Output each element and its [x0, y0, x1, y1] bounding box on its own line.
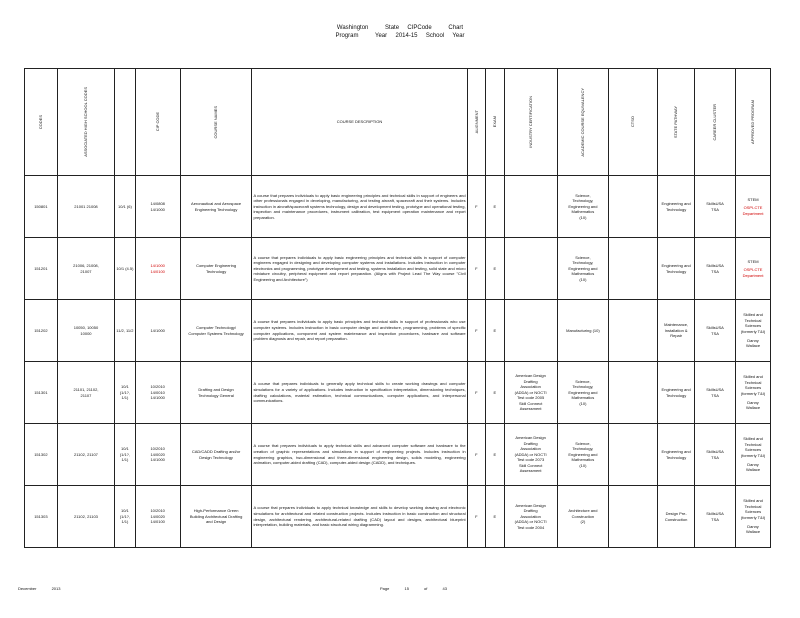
row-code: 151201 [25, 238, 58, 300]
row-alignment: F [467, 176, 485, 238]
row-cluster: SkillsUSA TSA [695, 424, 736, 486]
row-course-name: Aeronautical and Aerospace Engineering Technology [180, 176, 252, 238]
row-academic: Science, Technology, Engineering and Mathematics (10) [557, 238, 608, 300]
row-hs-codes: 21006, 21008, 21007 [57, 238, 114, 300]
row-cluster: SkillsUSA TSA [695, 176, 736, 238]
row-course-name: High-Performance Green Building Architectural Drafting and Design [180, 486, 252, 548]
page-number: 15 [404, 586, 409, 591]
approved-program-a: Skilled and Technical Sciences (formerly T&I) [740, 436, 766, 458]
row-description: A course that prepares individuals to apply basic engineering principles and technical skills in support of engineers and other professionals engaged in developing, manufacturing, and testing aircraft, spacecraft and their systems. Includes instruction in aircraft/spacecraft systems technology, design and development testing, prototype and operational testing, inspection and maintenance procedures, instrument calibration, test equipment operation maintenance and report preparation. [252, 176, 467, 238]
header-career-cluster: CAREER CLUSTER [695, 69, 736, 176]
row-certification [504, 300, 557, 362]
row-approved [736, 486, 771, 548]
row-grade: 10/1 (6) [115, 176, 135, 238]
header-blank [115, 69, 135, 176]
row-alignment: F [467, 424, 485, 486]
row-code: 150801 [25, 176, 58, 238]
row-description: A course that prepares individuals to apply basic engineering principles and technical skills in support of computer engineers engaged in designing and developing computer systems and installations. Includes instruction in computer electronics and programming, prototype development and testing, systems installation and testing, solid state and micro miniature circuitry, peripheral equipment and report preparation. (Aligns with Project Lead The Way course "Civil Engineering and Architecture") [252, 238, 467, 300]
page-of: of [424, 586, 428, 591]
row-hs-codes: 21001 21008 [57, 176, 114, 238]
row-description: A course that prepares individuals to apply basic principles and technical skills in support of professionals who use computer systems. Includes instruction in basic computer design and architecture, programming, problems of specific computer applications, component and system maintenance and inspection procedures, hardware and software problem diagnosis and repair, and report preparation. [252, 300, 467, 362]
table-row [25, 424, 771, 486]
header-row [25, 69, 771, 176]
row-certification: American Design Drafting Association (ADDA) or NOCTI Test code 2004 [504, 486, 557, 548]
header-industry-certification: INDUSTRY CERTIFICATION [504, 69, 557, 176]
row-ctso [609, 362, 658, 424]
row-hs-codes: 10050, 10050 10000 [57, 300, 114, 362]
row-course-name: Computer Technology/ Computer Systems Technology [180, 300, 252, 362]
header-academic-equivalency: ACADEMIC COURSE EQUIVALENCY [557, 69, 608, 176]
page-total: 43 [442, 586, 447, 591]
row-approved [736, 424, 771, 486]
header-approved-program: APPROVED PROGRAM [736, 69, 771, 176]
row-pathway: Engineering and Technology [658, 424, 695, 486]
footer-date [18, 586, 74, 591]
row-academic: Science, Technology, Engineering and Mathematics (10) [557, 424, 608, 486]
header-alignment: ALIGNMENT [467, 69, 485, 176]
row-certification: American Design Drafting Association (ADDA) or NOCTI Test code 2073 Skill Connect Assessment [504, 424, 557, 486]
row-approved [736, 238, 771, 300]
row-approved [736, 176, 771, 238]
row-pathway: Engineering and Technology [658, 176, 695, 238]
row-course-name: Drafting and Design Technology General [180, 362, 252, 424]
row-cip: 10/2010 14/0020 14/0100 [135, 486, 180, 548]
row-ctso [609, 424, 658, 486]
row-exam: E [486, 486, 504, 548]
header-state-pathway: STATE PATHWAY [658, 69, 695, 176]
header-ctso: CTSO [609, 69, 658, 176]
header-course-description: COURSE DESCRIPTION [252, 69, 467, 176]
row-grade: 10/1 (1/1?, 1/1) [115, 424, 135, 486]
table-row [25, 362, 771, 424]
row-ctso [609, 176, 658, 238]
row-hs-codes: 21101, 21102, 21107 [57, 362, 114, 424]
row-cip: 14/1000 14/0100 [135, 238, 180, 300]
row-alignment: F [467, 486, 485, 548]
row-ctso [609, 300, 658, 362]
approved-program-b: OSPI-CTE Department [742, 267, 764, 278]
row-course-name: Computer Engineering Technology [180, 238, 252, 300]
row-description: A course that prepares individuals to apply technical skills and advanced computer software and hardware to the creation of graphic representations and simulations in support of engineering projects. Includes instruction in engineering graphics, two-dimensional and three-dimensional engineering design, solids modeling, engineering animation, computer-aided drafting (CAD), computer-aided design (CADD), and techniques. [252, 424, 467, 486]
row-grade: 11/2, 11/2 [115, 300, 135, 362]
approved-program-b: Danny Wallace [745, 337, 761, 349]
row-hs-codes: 21102, 21107 [57, 424, 114, 486]
row-academic: Manufacturing (10) [557, 300, 608, 362]
row-hs-codes: 21102, 21103 [57, 486, 114, 548]
row-pathway: Design Pre- Construction [658, 486, 695, 548]
footer-page [380, 586, 461, 591]
row-cluster: SkillsUSA TSA [695, 362, 736, 424]
row-certification: American Design Drafting Association (ADDA) or NOCTI Test code 2005 Skill Connect Assessment [504, 362, 557, 424]
approved-program-a: Skilled and Technical Sciences (formerly T&I) [740, 374, 766, 396]
approved-program-b: Danny Wallace [745, 399, 761, 411]
approved-program-a: Skilled and Technical Sciences (formerly T&I) [740, 312, 766, 334]
row-cip: 10/2010 14/0020 14/1000 [135, 424, 180, 486]
cip-code-table [24, 68, 771, 548]
row-grade: 10/1 (1/1?, 1/1) [115, 486, 135, 548]
row-approved [736, 362, 771, 424]
row-cluster: SkillsUSA TSA [695, 238, 736, 300]
row-cip: 10/2010 14/0010 14/1000 [135, 362, 180, 424]
approved-program-b: Danny Wallace [745, 461, 761, 473]
row-code: 151202 [25, 300, 58, 362]
document-title [0, 24, 800, 40]
title-line-2: Program Year 2014-15 School Year [335, 33, 465, 39]
row-approved [736, 300, 771, 362]
row-certification [504, 238, 557, 300]
row-cip: 14/1000 [135, 300, 180, 362]
footer-month: December [18, 586, 37, 591]
row-pathway: Engineering and Technology [658, 362, 695, 424]
row-exam: E [486, 300, 504, 362]
row-exam: E [486, 238, 504, 300]
row-alignment: F [467, 362, 485, 424]
header-codes: CODES [25, 69, 58, 176]
row-description: A course that prepares individuals to generally apply technical skills to create working drawings and computer simulations for a variety of applications. Includes instruction in specification interpretation, dimensioning techniques, drafting calculations, material estimation, technical communications, computer applications, and interpersonal communications. [252, 362, 467, 424]
row-course-name: CAD/CADD Drafting and/or Design Technology [180, 424, 252, 486]
row-certification [504, 176, 557, 238]
row-grade: 10/1 (4.5) [115, 238, 135, 300]
row-ctso [609, 486, 658, 548]
table-row [25, 300, 771, 362]
title-line-1: Washington State CIPCode Chart [336, 25, 464, 31]
row-cluster: SkillsUSA TSA [695, 486, 736, 548]
header-hs-codes: ASSOCIATED HIGH SCHOOL CODES [57, 69, 114, 176]
row-pathway: Engineering and Technology [658, 238, 695, 300]
row-cluster: SkillsUSA TSA [695, 300, 736, 362]
row-grade: 10/1 (1/1?, 1/1) [115, 362, 135, 424]
table-row [25, 176, 771, 238]
row-alignment: F [467, 300, 485, 362]
row-alignment: F [467, 238, 485, 300]
approved-program-a: STEM [747, 258, 759, 264]
header-cip-code: CIP CODE [135, 69, 180, 176]
page-label: Page [380, 586, 390, 591]
row-code: 151302 [25, 424, 58, 486]
row-code: 151303 [25, 486, 58, 548]
header-course-names: COURSE NAMES [180, 69, 252, 176]
header-exam: EXAM [486, 69, 504, 176]
approved-program-b: OSPI-CTE Department [742, 205, 764, 216]
table-row [25, 238, 771, 300]
approved-program-b: Danny Wallace [745, 523, 761, 535]
table-row [25, 486, 771, 548]
row-exam: E [486, 362, 504, 424]
row-academic: Science, Technology, Engineering and Mathematics (10) [557, 362, 608, 424]
footer-year: 2013 [51, 586, 61, 591]
row-exam: E [486, 176, 504, 238]
row-academic: Science, Technology, Engineering and Mathematics (10) [557, 176, 608, 238]
row-ctso [609, 238, 658, 300]
row-cip: 14/0808 14/1000 [135, 176, 180, 238]
approved-program-a: Skilled and Technical Sciences (formerly T&I) [740, 498, 766, 520]
row-description: A course that prepares individuals to apply technical knowledge and skills to develop working drawing and electronic simulations for architectural and related construction projects. Includes instruction in basic construction and structural design, architectural rendering, architectural-related drafting (CAD) layout and designs, architectural blueprint interpretation, building materials, and basic structural wiring diagramming. [252, 486, 467, 548]
row-pathway: Maintenance, Installation & Repair [658, 300, 695, 362]
row-code: 151301 [25, 362, 58, 424]
row-exam: E [486, 424, 504, 486]
approved-program-a: STEM [747, 196, 759, 202]
row-academic: Architecture and Construction (2) [557, 486, 608, 548]
